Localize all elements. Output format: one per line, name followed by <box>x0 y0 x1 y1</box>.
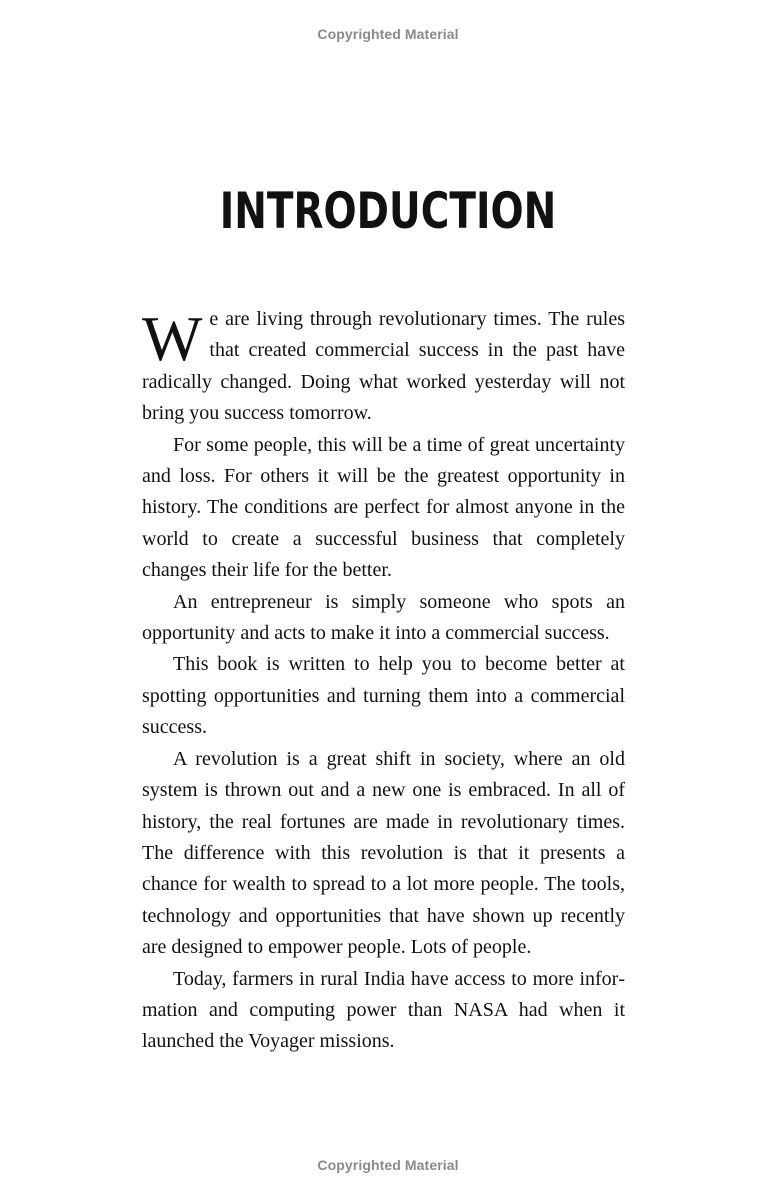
copyright-stamp-bottom: Copyrighted Material <box>317 1157 459 1173</box>
paragraph-4: This book is written to help you to become better at spotting opportunities and turning them into a commercial success. <box>142 653 625 739</box>
paragraph-3: An entrepreneur is simply someone who spots an opportunity and acts to make it into a commercial success. <box>142 590 625 645</box>
paragraph-6: Today, farmers in rural India have access to more information and computing power than NASA had when it launched the Voyager missions. <box>142 967 625 1053</box>
paragraph-2: For some people, this will be a time of great uncertainty and loss. For others it will be the greatest opportunity in history. The conditions are perfect for almost anyone in the world to create a successful business that completely changes their life for the better. <box>142 433 625 582</box>
paragraph-5: A revolution is a great shift in society, where an old system is thrown out and a new one is embraced. In all of history, the real fortunes are made in revolutionary times. The difference with this revolution is that it presents a chance for wealth to spread to a lot more people. The tools, technology and opportunities that have shown up recently are designed to empower people. Lots of people. <box>142 747 625 959</box>
chapter-title: INTRODUCTION <box>219 182 557 240</box>
paragraph-1-text: e are living through revolutionary times. The rules that created commercial success in the past have radically changed. Doing what worked yesterday will not bring you success tomorrow. <box>142 308 625 425</box>
drop-cap: W <box>142 303 203 374</box>
copyright-stamp-top: Copyrighted Material <box>317 26 459 42</box>
paragraph-1 <box>142 304 625 430</box>
chapter-body <box>142 304 625 1058</box>
